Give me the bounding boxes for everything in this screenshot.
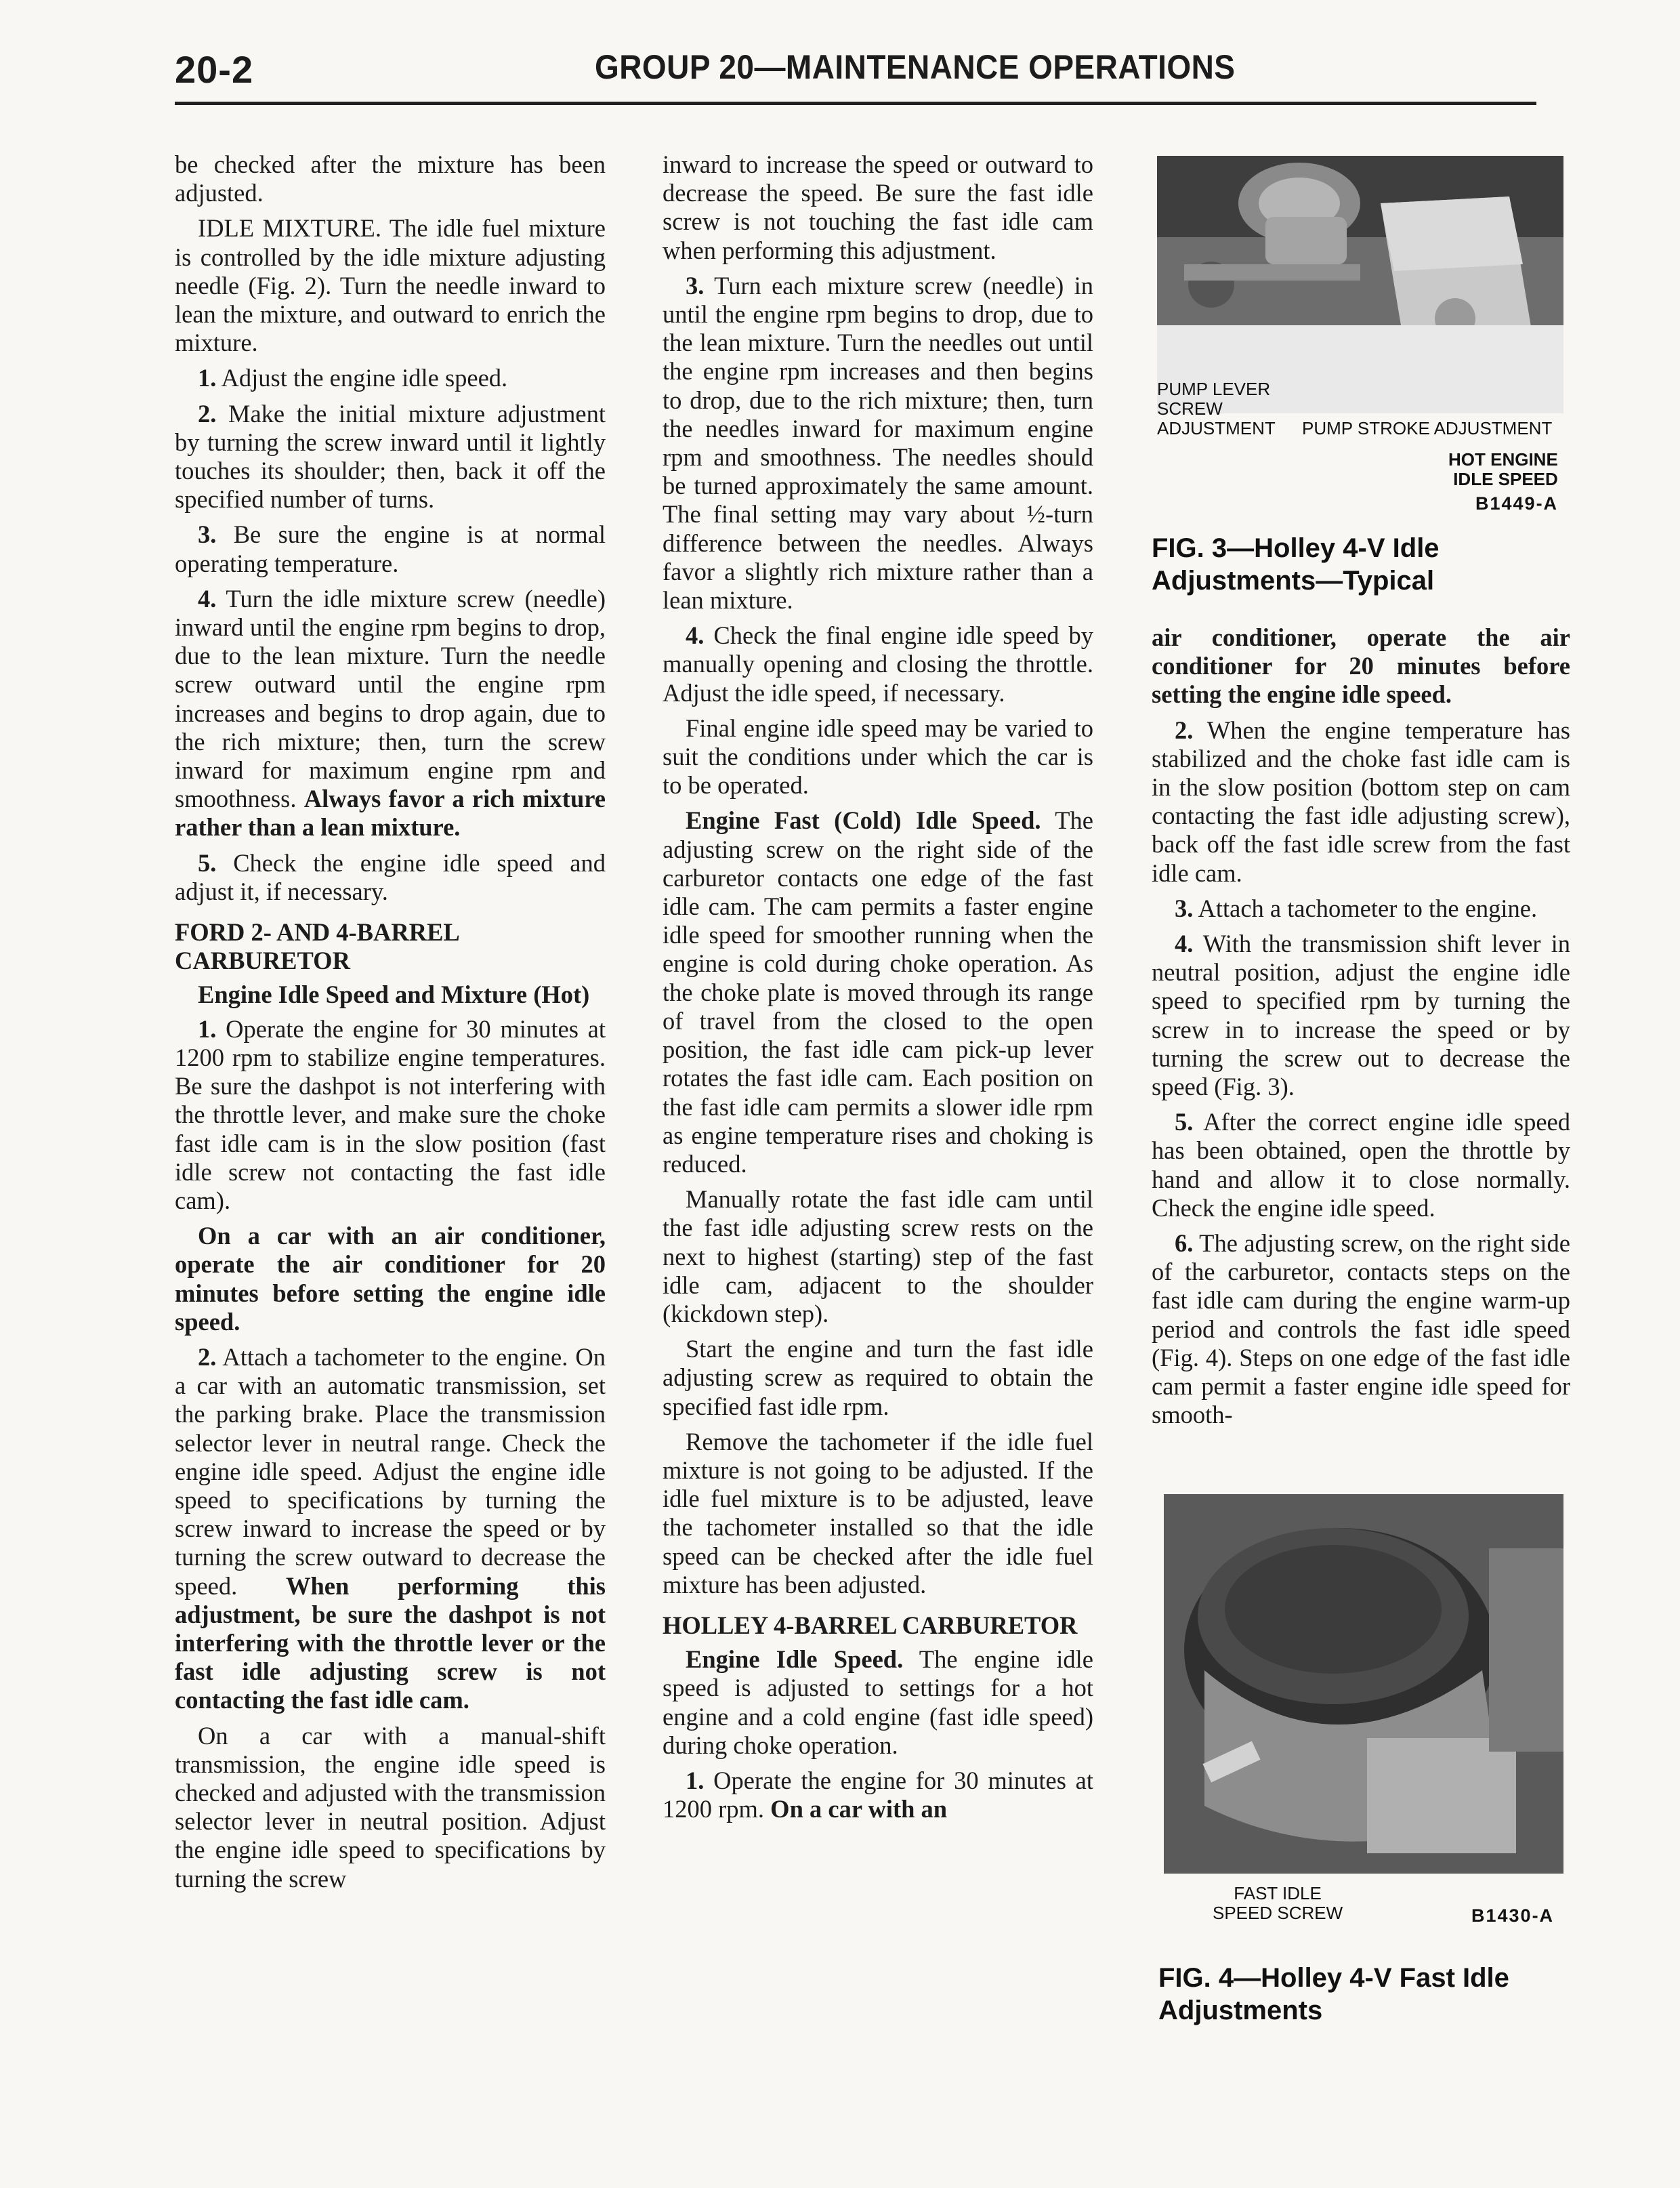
ford-step-1: [175, 1015, 606, 1215]
page-header: [175, 47, 1536, 102]
label-text: FAST IDLE SPEED SCREW: [1213, 1883, 1343, 1923]
step-text: Operate the engine for 30 minutes at 1200 rpm to stabilize engine temperatures. Be sure the dashpot is not interfering with the throttle lever, and make sure the choke fast idle cam is in the slow position (fast idle screw not contacting the fast idle cam).: [175, 1014, 606, 1214]
step-text: Make the initial mixture adjustment by turning the screw inward until it lightly touches its shoulder; then, back it off the specified number of turns.: [175, 399, 606, 514]
step-text: Check the engine idle speed and adjust it, if necessary.: [175, 848, 606, 905]
paragraph-remove-tachometer: Remove the tachometer if the idle fuel mixture is not going to be adjusted. If the idle fuel mixture is to be adjusted, leave the tachometer installed so that the idle speed can be checked after the idle fuel mixture has been adjusted.: [663, 1427, 1093, 1598]
step-warning: When performing this adjustment, be sure the dashpot is not interfering with the throttle lever or the fast idle adjusting screw is not contacting the fast idle cam.: [175, 1571, 606, 1714]
step-text: Attach a tachometer to the engine. On a car with an automatic transmission, set the parking brake. Place the transmission selector lever in neutral range. Check the engine idle speed. Adjust the engine idle speed to specifications by turning the screw inward to increase the speed or by turning the screw outward to decrease the speed.: [175, 1342, 606, 1600]
label-text: HOT ENGINE IDLE SPEED: [1448, 449, 1558, 489]
step-text: With the transmission shift lever in neutral position, adjust the engine idle speed to specified rpm by turning the screw in to increase the speed or by turning the screw out to decrease the speed (Fig. 3).: [1152, 930, 1570, 1101]
label-fast-idle-speed-screw: [1213, 1884, 1343, 1923]
note-text: On a car with an air conditioner, operate the air conditioner for 20 minutes before setting the engine idle speed.: [175, 1222, 606, 1336]
step-text: Adjust the engine idle speed.: [216, 364, 508, 392]
step-text: Operate the engine for 30 minutes at 1200 rpm.: [663, 1766, 1093, 1823]
step-4: [175, 585, 606, 842]
figure-4-caption: FIG. 4—Holley 4-V Fast Idle Adjustments: [1158, 1963, 1509, 2025]
subheading-idle-speed: Engine Idle Speed and Mixture (Hot): [198, 981, 590, 1009]
header-rule: [175, 102, 1536, 105]
step-note: On a car with an: [770, 1795, 948, 1823]
step-5: [1152, 1108, 1570, 1222]
step-text: Attach a tachometer to the engine.: [1193, 894, 1538, 922]
section-heading-holley: HOLLEY 4-BARREL CARBURETOR: [663, 1611, 1078, 1639]
figure-3-code: B1449-A: [1475, 493, 1559, 514]
step-number: 3.: [686, 271, 705, 300]
paragraph-start-engine: Start the engine and turn the fast idle adjusting screw as required to obtain the specified fast idle rpm.: [663, 1335, 1093, 1420]
step-number: 2.: [1175, 716, 1194, 744]
column-2: [663, 150, 1093, 1830]
step-text: Be sure the engine is at normal operating temperature.: [175, 520, 606, 577]
step-text: When the engine temperature has stabilized and the choke fast idle cam is in the slow position (bottom step on cam contacting the fast idle adjusting screw), back off the fast idle screw from the fast idle cam.: [1152, 716, 1570, 887]
paragraph-idle-mixture: IDLE MIXTURE. The idle fuel mixture is controlled by the idle mixture adjusting needle (Fig. 2). Turn the needle inward to lean the mixture, and outward to enrich the mixture.: [175, 214, 606, 357]
run-in-heading: Engine Fast (Cold) Idle Speed.: [686, 806, 1041, 835]
step-number: 2.: [198, 1342, 217, 1371]
step-3: [663, 272, 1093, 615]
figure-4-photo: [1164, 1494, 1563, 1874]
label-text: PUMP LEVER SCREW ADJUSTMENT: [1157, 379, 1276, 438]
step-3: [1152, 894, 1570, 923]
air-conditioner-note: [175, 1222, 606, 1336]
paragraph-text: The engine idle speed is adjusted to settings for a hot engine and a cold engine (fast idle speed) during choke operation.: [663, 1645, 1093, 1759]
step-3: [175, 520, 606, 577]
step-number: 5.: [198, 848, 217, 877]
paragraph: be checked after the mixture has been adjusted.: [175, 150, 606, 207]
note-text: air conditioner, operate the air conditioner for 20 minutes before setting the engine idle speed.: [1152, 623, 1570, 709]
ford-step-2: [175, 1343, 606, 1715]
step-5: [175, 849, 606, 906]
paragraph-text: The adjusting screw on the right side of the carburetor contacts one edge of the fast idle cam. The cam permits a faster engine idle speed for smoother running when the engine is cold during choke operation. As the choke plate is moved through its range of travel from the closed to the open position, the fast idle cam pick-up lever rotates the fast idle cam. Each position on the fast idle cam permits a slower idle rpm as engine temperature rises and choking is reduced.: [663, 806, 1093, 1178]
paragraph-fast-idle: [663, 806, 1093, 1178]
run-in-heading: Engine Idle Speed.: [686, 1645, 904, 1674]
air-conditioner-note-cont: [1152, 623, 1570, 709]
step-number: 1.: [686, 1766, 705, 1794]
step-warning: Always favor a rich mixture rather than a lean mixture.: [175, 785, 606, 842]
step-text: The adjusting screw, on the right side of the carburetor, contacts steps on the fast idle cam during the engine warm-up period and controls the fast idle speed (Fig. 4). Steps on one edge of the fast idle cam permit a faster engine idle speed for smooth-: [1152, 1229, 1570, 1429]
figure-3-photo: [1157, 156, 1563, 413]
step-number: 6.: [1175, 1229, 1194, 1258]
step-2: [1152, 716, 1570, 888]
step-number: 2.: [198, 399, 217, 428]
step-number: 1.: [198, 1014, 217, 1043]
paragraph: inward to increase the speed or outward to decrease the speed. Be sure the fast idle screw is not touching the fast idle cam when performing this adjustment.: [663, 150, 1093, 264]
label-hot-engine-idle: [1448, 450, 1558, 489]
section-heading-ford: FORD 2- AND 4-BARREL CARBURETOR: [175, 918, 459, 975]
step-number: 4.: [686, 621, 705, 650]
step-number: 3.: [198, 520, 217, 549]
step-number: 4.: [198, 584, 217, 613]
paragraph-manual-shift: On a car with a manual-shift transmission, the engine idle speed is checked and adjusted with the transmission selector lever in neutral position. Adjust the engine idle speed to specifications by turning the screw: [175, 1721, 606, 1893]
figure-4-code: B1430-A: [1471, 1905, 1555, 1926]
holley-step-1: [663, 1767, 1093, 1823]
step-1: [175, 364, 606, 392]
step-text: Turn the idle mixture screw (needle) inward until the engine rpm begins to drop, due to the lean mixture. Turn the needle screw outward until the engine rpm increases and begins to drop again, due to the rich mixture; then, turn the screw inward for maximum engine rpm and smoothness.: [175, 584, 606, 813]
fast-idle-photo-illustration: [1164, 1494, 1563, 1874]
step-number: 5.: [1175, 1108, 1194, 1136]
carburetor-photo-illustration: [1157, 156, 1563, 413]
step-number: 1.: [198, 364, 217, 392]
step-text: Turn each mixture screw (needle) in until the engine rpm begins to drop, due to the lean mixture. Turn the needles out until the engine rpm increases and then begins to drop, due to the rich mixture; then, turn the needles inward for maximum engine rpm and smoothness. The needles should be turned approximately the same amount. The final setting may vary about ½-turn difference between the needles. Always favor a slightly rich mixture rather than a lean mixture.: [663, 271, 1093, 615]
step-4: [663, 621, 1093, 707]
column-3: [1152, 623, 1570, 1436]
step-2: [175, 400, 606, 514]
page-number: 20-2: [175, 48, 254, 91]
step-number: 3.: [1175, 894, 1194, 922]
step-6: [1152, 1229, 1570, 1429]
label-pump-lever-screw: [1157, 379, 1276, 438]
column-1: [175, 150, 606, 1900]
step-text: After the correct engine idle speed has been obtained, open the throttle by hand and allow it to close normally. Check the engine idle speed.: [1152, 1108, 1570, 1222]
paragraph-final-speed: Final engine idle speed may be varied to suit the conditions under which the car is to be operated.: [663, 714, 1093, 800]
step-4: [1152, 930, 1570, 1101]
label-pump-stroke: PUMP STROKE ADJUSTMENT: [1302, 418, 1553, 438]
figure-3-caption: FIG. 3—Holley 4-V Idle Adjustments—Typical: [1152, 533, 1440, 596]
group-title: GROUP 20—MAINTENANCE OPERATIONS: [595, 48, 1236, 86]
step-text: Check the final engine idle speed by manually opening and closing the throttle. Adjust the idle speed, if necessary.: [663, 621, 1093, 707]
paragraph-manually-rotate: Manually rotate the fast idle cam until the fast idle adjusting screw rests on the next to highest (starting) step of the fast idle cam, adjacent to the shoulder (kickdown step).: [663, 1185, 1093, 1327]
step-number: 4.: [1175, 930, 1194, 958]
paragraph-engine-idle-speed: [663, 1645, 1093, 1760]
